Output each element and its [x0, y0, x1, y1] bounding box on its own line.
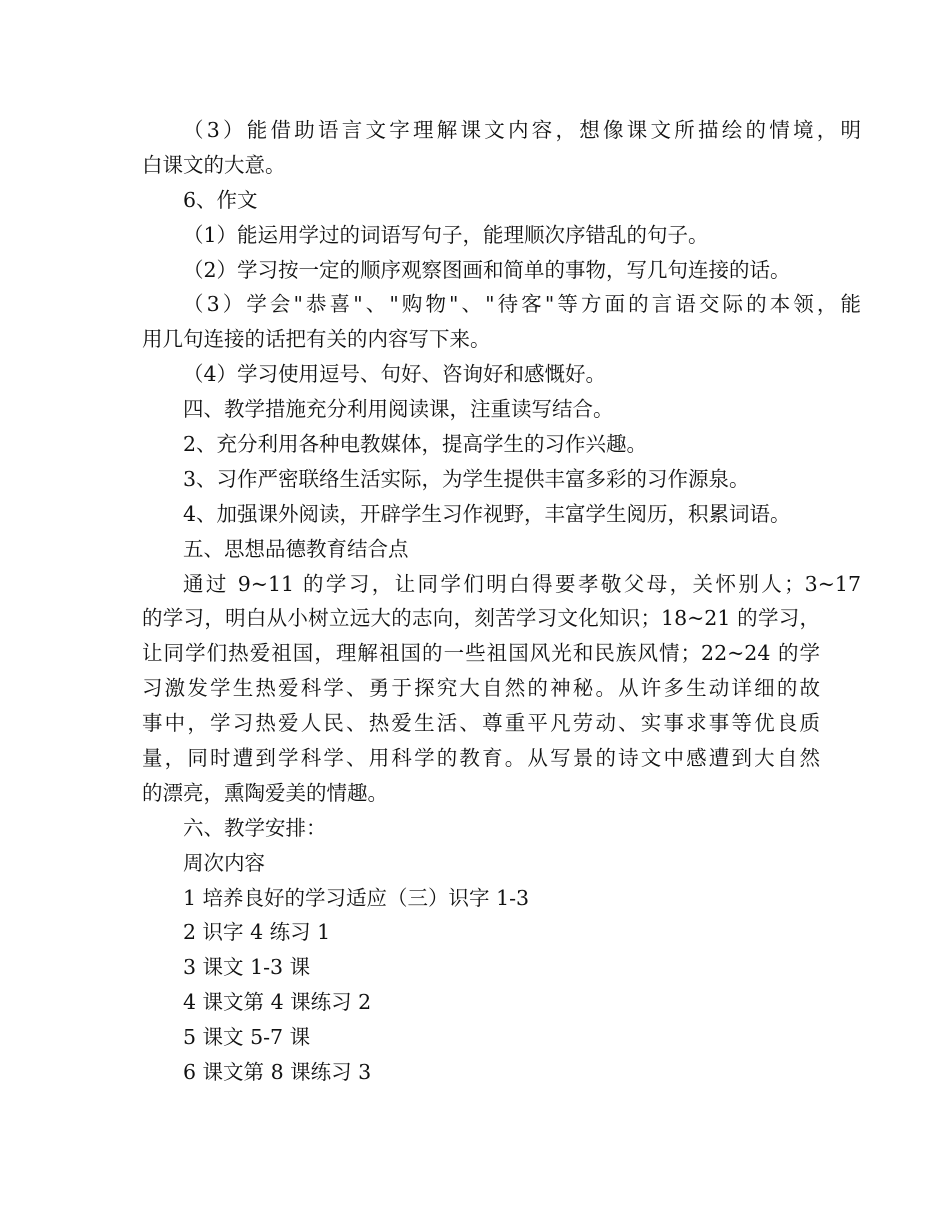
text-line: （3）学会"恭喜"、"购物"、"待客"等方面的言语交际的本领，能	[183, 292, 861, 317]
text-line: 通过 9~11 的学习，让同学们明白得要孝敬父母，关怀别人；3~17	[183, 571, 861, 596]
schedule-row: 5 课文 5-7 课	[183, 1025, 311, 1050]
section-heading: 6、作文	[183, 187, 258, 212]
text-line: 的学习，明白从小树立远大的志向，刻苦学习文化知识；18~21 的学习，	[142, 606, 820, 631]
section-heading: 四、教学措施充分利用阅读课，注重读写结合。	[183, 397, 614, 422]
text-line: 让同学们热爱祖国，理解祖国的一些祖国风光和民族风情；22~24 的学	[142, 641, 820, 666]
text-line: 4、加强课外阅读，开辟学生习作视野，丰富学生阅历，积累词语。	[183, 501, 791, 526]
text-line: （4）学习使用逗号、句好、咨询好和感慨好。	[183, 362, 607, 387]
section-heading: 五、思想品德教育结合点	[183, 536, 409, 561]
text-line: 事中，学习热爱人民、热爱生活、尊重平凡劳动、实事求事等优良质	[142, 711, 820, 736]
text-line: 的漂亮，熏陶爱美的情趣。	[142, 780, 388, 805]
schedule-row: 3 课文 1-3 课	[183, 955, 311, 980]
schedule-row: 4 课文第 4 课练习 2	[183, 990, 372, 1015]
text-line: 白课文的大意。	[142, 152, 286, 177]
text-line: 量，同时遭到学科学、用科学的教育。从写景的诗文中感遭到大自然	[142, 746, 820, 771]
schedule-row: 2 识字 4 练习 1	[183, 920, 331, 945]
text-line: （3）能借助语言文字理解课文内容，想像课文所描绘的情境，明	[183, 118, 861, 142]
document-body	[142, 113, 861, 1090]
schedule-row: 6 课文第 8 课练习 3	[183, 1060, 372, 1085]
text-line: 用几句连接的话把有关的内容写下来。	[142, 327, 491, 352]
text-line: 2、充分利用各种电教媒体，提高学生的习作兴趣。	[183, 432, 648, 457]
text-line: 3、习作严密联络生活实际，为学生提供丰富多彩的习作源泉。	[183, 466, 750, 491]
text-line: （1）能运用学过的词语写句子，能理顺次序错乱的句子。	[183, 222, 709, 247]
schedule-row: 1 培养良好的学习适应（三）识字 1-3	[183, 885, 530, 910]
section-heading: 六、教学安排：	[183, 815, 327, 840]
text-line: （2）学习按一定的顺序观察图画和简单的事物，写几句连接的话。	[183, 257, 791, 282]
schedule-header: 周次内容	[183, 850, 265, 875]
text-line: 习激发学生热爱科学、勇于探究大自然的神秘。从许多生动详细的故	[142, 676, 820, 701]
